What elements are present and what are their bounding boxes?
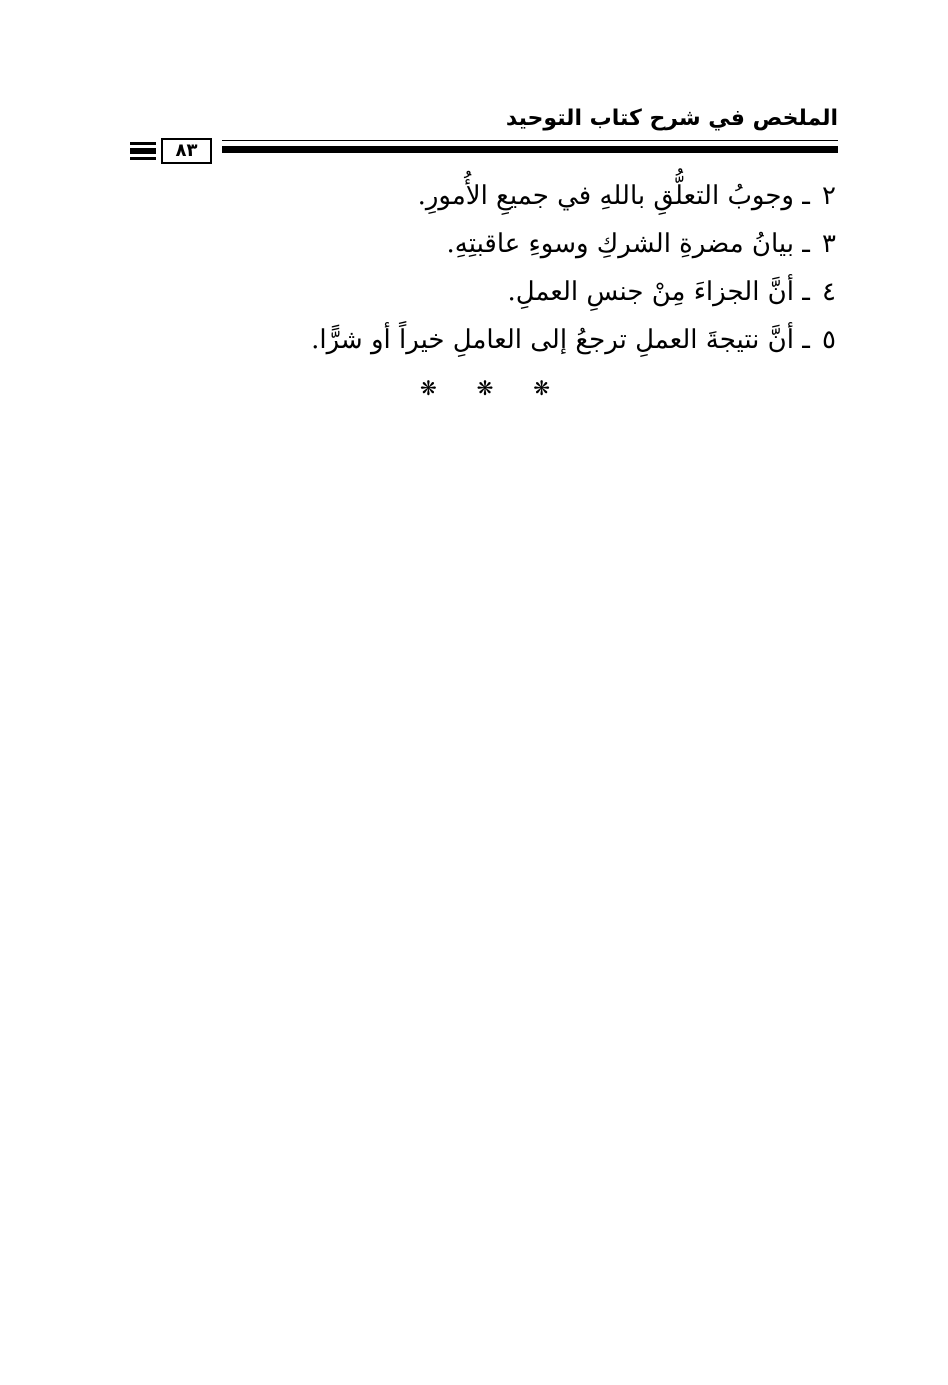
asterism-icon: ❋ [476,376,494,400]
list-item [311,316,840,364]
item-number: ٣ [822,229,836,259]
item-number: ٤ [822,277,836,307]
item-dash: ـ [802,277,810,307]
item-dash: ـ [802,181,810,211]
item-number: ٥ [822,325,836,355]
section-separator [420,376,550,400]
ornament-bar [130,157,156,160]
item-text: وجوبُ التعلُّقِ باللهِ في جميعِ الأُمورِ. [417,181,794,211]
item-number: ٢ [822,181,836,211]
header-rule-thick [222,146,838,153]
list-item [311,220,840,268]
asterism-icon: ❋ [420,376,437,400]
item-text: أنَّ نتيجةَ العملِ ترجعُ إلى العاملِ خيراً أو شرًّا. [311,325,794,355]
asterism-icon: ❋ [533,376,550,400]
item-text: أنَّ الجزاءَ مِنْ جنسِ العملِ. [507,277,794,307]
ornament-bar [130,142,156,145]
item-dash: ـ [802,229,810,259]
list-item [311,268,840,316]
header-left-rule-ornament [130,142,156,163]
item-text: بيانُ مضرةِ الشركِ وسوءِ عاقبتِهِ. [446,229,794,259]
running-header-title: الملخص في شرح كتاب التوحيد [505,106,838,131]
list-item [311,172,840,220]
ornament-bar [130,148,156,154]
header-rule-thin [222,140,838,141]
page-number: ٨٣ [161,138,212,164]
benefits-list [311,172,840,364]
item-dash: ـ [802,325,810,355]
